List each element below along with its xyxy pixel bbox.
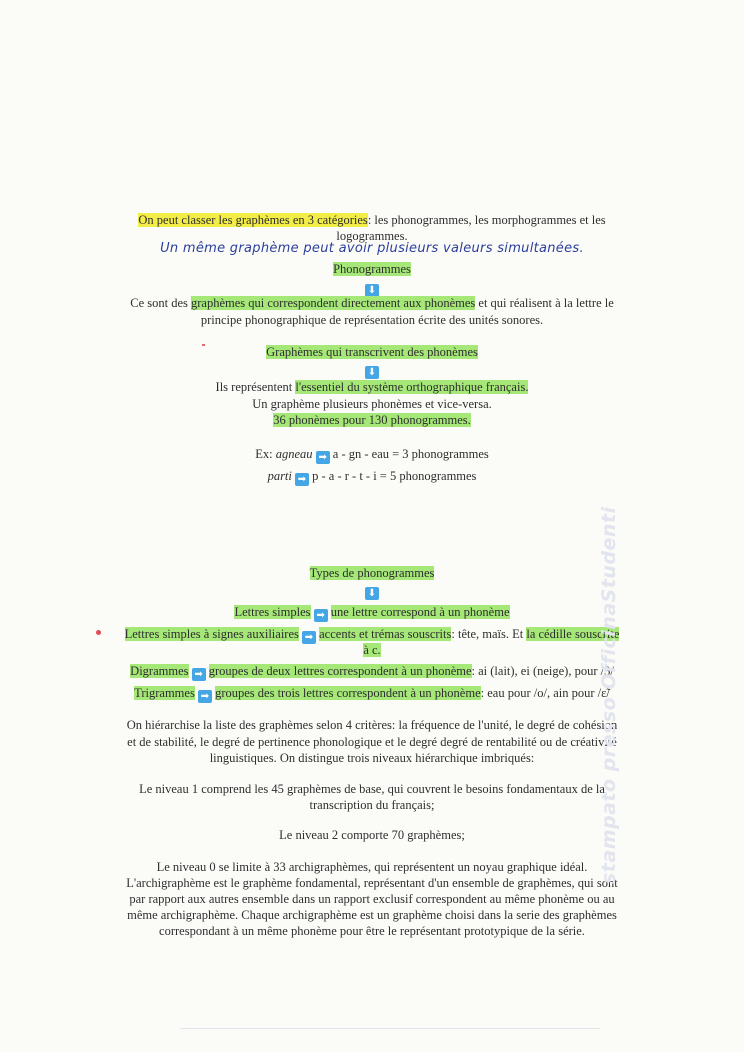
down-arrow-icon: ⬇ [365, 284, 379, 297]
text: p - a - r - t - i = 5 phonogrammes [309, 469, 477, 483]
count-highlight: 36 phonèmes pour 130 phonogrammes. [273, 413, 471, 427]
text: Ce sont des [130, 296, 191, 310]
type-row-auxiliary [0, 627, 744, 644]
right-arrow-icon: ➡ [316, 451, 330, 464]
section-title-transcription [0, 345, 744, 360]
down-arrow-1 [0, 280, 744, 297]
type-description: une lettre correspond à un phonème [330, 605, 510, 619]
phonogram-definition-line-2: principe phonographique de représentation écrite des unités sonores. [200, 313, 544, 327]
type-description: groupes des trois lettres correspondent à un phonème [215, 686, 481, 700]
type-label: Trigrammes [134, 686, 195, 700]
type-description: accents et trémas souscrits [319, 627, 452, 641]
phonogram-definition-line-1 [0, 296, 744, 311]
level2-line: Le niveau 2 comporte 70 graphèmes; [279, 828, 465, 842]
text: : ai (lait), ei (neige), pour /3/ [471, 664, 614, 678]
section-title-types [0, 566, 744, 581]
intro-line-1 [0, 213, 744, 228]
level1-line-2: transcription du français; [309, 798, 435, 812]
example-word: parti [267, 469, 292, 483]
level0-line-3: par rapport aux autres ensemble dans un rapport exclusif correspondent au même phonème ou au [129, 892, 615, 906]
example-agneau [0, 447, 744, 464]
right-arrow-icon: ➡ [302, 631, 316, 644]
section-title-text: Phonogrammes [333, 262, 411, 276]
right-arrow-icon: ➡ [314, 609, 328, 622]
text: : eau pour /o/, ain pour /ɛ̃/ [480, 686, 610, 700]
type-row-auxiliary-end [0, 643, 744, 658]
type-label: Digrammes [130, 664, 189, 678]
handwritten-note: Un même graphème peut avoir plusieurs valeurs simultanées. [160, 241, 584, 256]
example-parti [0, 469, 744, 486]
example-word: agneau [275, 447, 313, 461]
type-description-end: à c. [363, 643, 381, 657]
right-arrow-icon: ➡ [192, 668, 206, 681]
cedilla-highlight: la cédille souscrite [526, 627, 620, 641]
text: Ex: [255, 447, 276, 461]
watermark: stampato presso OfficinaStudenti [598, 506, 620, 884]
hierarchy-line-1: On hiérarchise la liste des graphèmes selon 4 critères: la fréquence de l'unité, le degré de cohésion [126, 718, 618, 732]
text: a - gn - eau = 3 phonogrammes [329, 447, 489, 461]
intro-highlight: On peut classer les graphèmes en 3 catégories [138, 213, 368, 227]
type-label: Lettres simples [234, 605, 311, 619]
intro-rest: : les phonogrammes, les morphogrammes et les [367, 213, 606, 227]
vice-versa-line: Un graphème plusieurs phonèmes et vice-versa. [252, 397, 492, 411]
down-arrow-icon: ⬇ [365, 587, 379, 600]
hierarchy-line-2: et de stabilité, le degré de pertinence phonologique et le degré degré de rentabilité ou de créativité [127, 735, 617, 749]
right-arrow-icon: ➡ [295, 473, 309, 486]
type-row-trigram [0, 686, 744, 703]
text: Ils représentent [215, 380, 296, 394]
text: et qui réalisent à la lettre le [475, 296, 614, 310]
level1-line-1: Le niveau 1 comprend les 45 graphèmes de base, qui couvrent le besoins fondamentaux de la [139, 782, 605, 796]
level0-line-4: même archigraphème. Chaque archigraphème est un graphème choisi dans la serie des graphèmes [127, 908, 617, 922]
definition-highlight: graphèmes qui correspondent directement aux phonèmes [191, 296, 476, 310]
right-arrow-icon: ➡ [198, 690, 212, 703]
bottom-scan-line [180, 1028, 600, 1029]
down-arrow-3 [0, 583, 744, 600]
section-title-text: Graphèmes qui transcrivent des phonèmes [266, 345, 478, 359]
level0-line-2: L'archigraphème est le graphème fondamental, représentant d'un ensemble de graphèmes, qui sont [126, 876, 618, 890]
level0-line-1: Le niveau 0 se limite à 33 archigraphèmes, qui représentent un noyau graphique idéal. [156, 860, 588, 874]
type-label: Lettres simples à signes auxiliaires [124, 627, 299, 641]
type-row-simple [0, 605, 744, 622]
intro-line-2: logogrammes. [336, 229, 408, 243]
section-title-phonogrammes [0, 262, 744, 277]
section-title-text: Types de phonogrammes [309, 566, 435, 580]
type-description: groupes de deux lettres correspondent à un phonème [208, 664, 472, 678]
essential-highlight: l'essentiel du système orthographique français. [295, 380, 529, 394]
hierarchy-line-3: linguistiques. On distingue trois niveaux hiérarchique imbriqués: [209, 751, 535, 765]
type-row-digram [0, 664, 744, 681]
down-arrow-icon: ⬇ [365, 366, 379, 379]
down-arrow-2 [0, 362, 744, 379]
count-line [0, 413, 744, 428]
essential-line [0, 380, 744, 395]
level0-line-5: correspondant à un même phonème pour être le représentant prototypique de la série. [159, 924, 585, 938]
text: : tête, maïs. Et [451, 627, 527, 641]
